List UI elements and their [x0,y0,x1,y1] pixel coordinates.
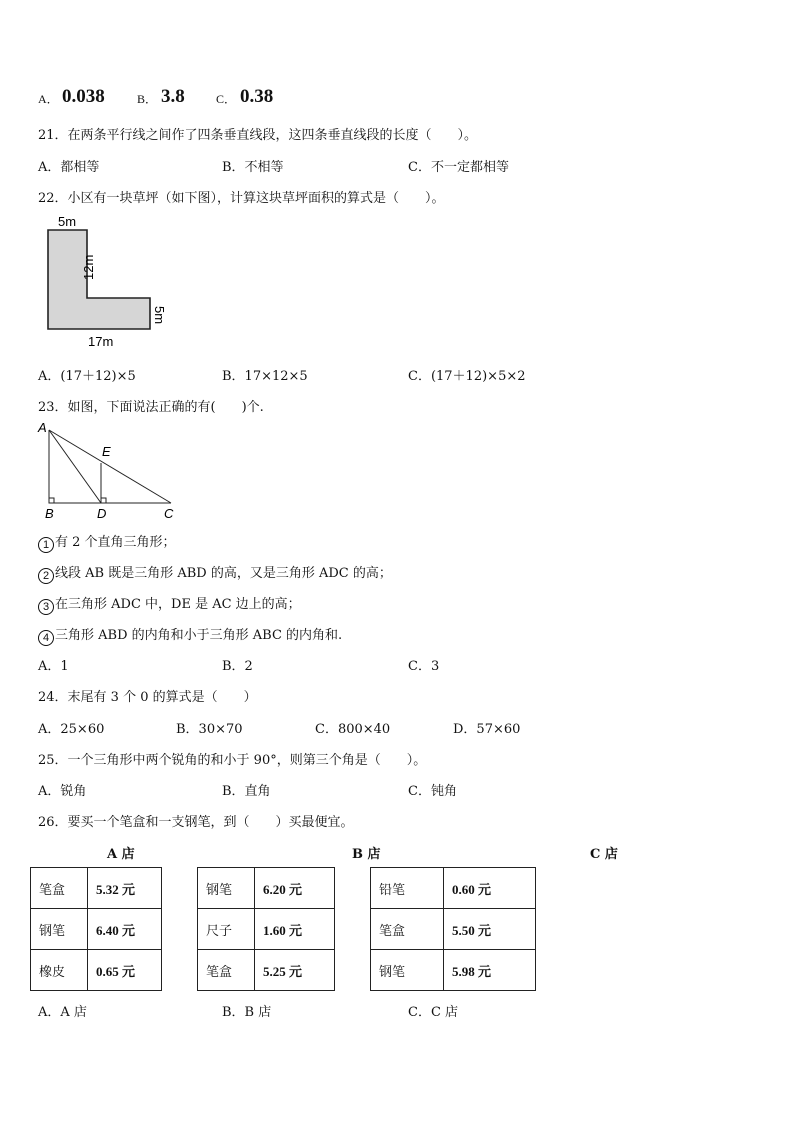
item-name: 钢笔 [31,909,88,950]
point-e-label: E [102,444,111,459]
item-name: 钢笔 [371,950,444,991]
table-row [31,950,162,991]
q25-option-c: C．钝角 [408,784,457,799]
item-price: 6.40 元 [88,909,162,950]
q24-stem: 24．末尾有 3 个 0 的算式是（ ） [38,690,257,705]
q26-option-a: A．A 店 [38,1005,87,1020]
table-row [371,950,536,991]
item-price: 5.98 元 [444,950,536,991]
q20-option-a-letter: A． [38,92,59,106]
table-row [198,909,335,950]
label-top: 5m [58,214,77,229]
statement-3-marker: 3 [38,599,54,615]
item-name: 钢笔 [198,868,255,909]
item-price: 1.60 元 [255,909,335,950]
item-name: 笔盒 [371,909,444,950]
item-price: 0.65 元 [88,950,162,991]
point-d-label: D [97,506,107,521]
q23-option-b: B．2 [222,659,253,674]
table-row [31,909,162,950]
item-price: 5.50 元 [444,909,536,950]
q21-stem: 21．在两条平行线之间作了四条垂直线段，这四条垂直线段的长度（ ）。 [38,128,478,143]
q21-option-a: A．都相等 [38,160,100,175]
table-row [198,950,335,991]
table-row [31,868,162,909]
statement-1-text: 有 2 个直角三角形； [55,535,176,550]
q24-option-b: B．30×70 [176,722,243,737]
q25-stem: 25．一个三角形中两个锐角的和小于 90°，则第三个角是（ ）。 [38,753,427,768]
q23-statement-3 [38,593,301,615]
q23-option-c: C．3 [408,659,440,674]
item-name: 笔盒 [31,868,88,909]
q21-option-b: B．不相等 [222,160,284,175]
q23-option-a: A．1 [38,659,69,674]
shop-a-price-table [30,867,162,991]
q22-stem: 22．小区有一块草坪（如下图），计算这块草坪面积的算式是（ ）。 [38,191,445,206]
label-bottom: 17m [88,334,114,349]
item-name: 尺子 [198,909,255,950]
shop-b-price-table [197,867,335,991]
q23-statement-1 [38,531,176,553]
q24-option-a: A．25×60 [38,722,105,737]
statement-2-text: 线段 AB 既是三角形 ABD 的高，又是三角形 ADC 的高； [55,566,392,581]
q20-option-b-value: 3.8 [161,86,185,107]
statement-3-text: 在三角形 ADC 中，DE 是 AC 边上的高； [55,597,301,612]
q25-option-b: B．直角 [222,784,271,799]
point-c-label: C [164,506,174,521]
table-row [198,868,335,909]
label-small-side: 5m [152,306,167,325]
q23-stem: 23．如图，下面说法正确的有( )个. [38,400,264,415]
item-name: 笔盒 [198,950,255,991]
statement-1-marker: 1 [38,537,54,553]
shop-c-title: C 店 [590,847,618,862]
q23-statement-4 [38,624,342,646]
q26-option-b: B．B 店 [222,1005,272,1020]
q24-option-d: D．57×60 [453,722,521,737]
item-price: 0.60 元 [444,868,536,909]
table-row [371,909,536,950]
q26-stem: 26．要买一个笔盒和一支钢笔，到（ ）买最便宜。 [38,815,354,830]
q22-lawn-figure [40,212,180,352]
q20-option-c-value: 0.38 [240,86,274,107]
shop-c-price-table [370,867,536,991]
q20-option-b-letter: B． [137,92,158,106]
point-b-label: B [45,506,54,521]
statement-4-text: 三角形 ABD 的内角和小于三角形 ABC 的内角和. [55,628,343,643]
q22-option-a: A．(17＋12)×5 [38,369,136,384]
q20-option-a-value: 0.038 [62,86,105,107]
q24-option-c: C．800×40 [315,722,391,737]
q25-option-a: A．锐角 [38,784,87,799]
q22-option-b: B．17×12×5 [222,369,308,384]
item-price: 6.20 元 [255,868,335,909]
item-name: 橡皮 [31,950,88,991]
q23-triangle-figure [34,418,184,524]
q26-option-c: C．C 店 [408,1005,459,1020]
q21-option-c: C．不一定都相等 [408,160,509,175]
statement-4-marker: 4 [38,630,54,646]
shop-b-title: B 店 [352,847,381,862]
label-right-vertical: 12m [81,254,96,280]
point-a-label: A [38,420,47,435]
item-price: 5.32 元 [88,868,162,909]
lawn-shape [48,230,150,329]
item-name: 铅笔 [371,868,444,909]
statement-2-marker: 2 [38,568,54,584]
item-price: 5.25 元 [255,950,335,991]
q20-option-c-letter: C． [216,92,237,106]
q23-statement-2 [38,562,392,584]
table-row [371,868,536,909]
shop-a-title: A 店 [107,847,135,862]
q22-option-c: C．(17＋12)×5×2 [408,369,526,384]
